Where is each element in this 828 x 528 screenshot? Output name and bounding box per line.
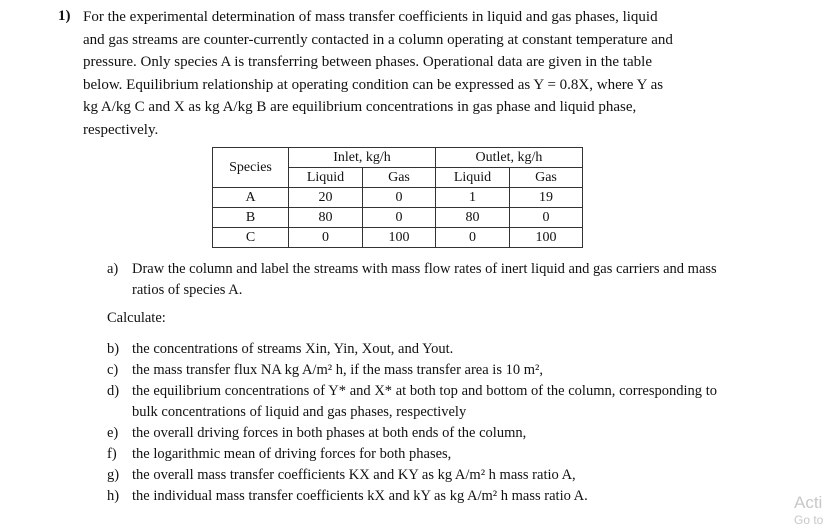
table-row bbox=[213, 228, 583, 248]
list-item bbox=[107, 444, 717, 465]
table-row bbox=[213, 188, 583, 208]
sub-header-outlet-gas: Gas bbox=[510, 168, 583, 188]
species-cell: A bbox=[213, 188, 289, 208]
part-label: d) bbox=[107, 383, 120, 399]
sub-header-inlet-gas: Gas bbox=[363, 168, 436, 188]
part-text: the overall driving forces in both phases at both ends of the column, bbox=[132, 425, 527, 441]
part-label: f) bbox=[107, 446, 117, 462]
species-cell: B bbox=[213, 208, 289, 228]
part-text: the overall mass transfer coefficients KX and KY as kg A/m² h mass ratio A, bbox=[132, 467, 576, 483]
calculation-list bbox=[107, 339, 717, 507]
part-label: g) bbox=[107, 467, 120, 483]
part-text: Draw the column and label the streams with mass flow rates of inert liquid and gas carriers and mass ratios of species A. bbox=[132, 261, 717, 298]
outlet-header: Outlet, kg/h bbox=[436, 148, 583, 168]
part-text: the individual mass transfer coefficients kX and kY as kg A/m² h mass ratio A. bbox=[132, 488, 588, 504]
list-item bbox=[107, 423, 717, 444]
table-cell: 1 bbox=[436, 188, 510, 208]
question-number: 1) bbox=[58, 8, 71, 24]
list-item bbox=[107, 486, 717, 507]
species-header: Species bbox=[213, 148, 289, 188]
table-cell: 0 bbox=[363, 208, 436, 228]
table-cell: 100 bbox=[510, 228, 583, 248]
table-cell: 0 bbox=[510, 208, 583, 228]
activation-watermark: Acti bbox=[794, 493, 823, 512]
part-text: the equilibrium concentrations of Y* and X* at both top and bottom of the column, corresponding to bulk concentrations of liquid and gas phases, respectively bbox=[132, 383, 717, 420]
intro-line: and gas streams are counter-currently contacted in a column operating at constant temperature and bbox=[83, 31, 673, 48]
operational-data-table bbox=[212, 147, 583, 248]
intro-line: For the experimental determination of mass transfer coefficients in liquid and gas phases, liquid bbox=[83, 9, 658, 25]
table-cell: 100 bbox=[363, 228, 436, 248]
table-cell: 0 bbox=[289, 228, 363, 248]
intro-line: kg A/kg C and X as kg A/kg B are equilibrium concentrations in gas phase and liquid phase, bbox=[83, 99, 637, 115]
table-cell: 80 bbox=[436, 208, 510, 228]
calculate-heading: Calculate: bbox=[107, 310, 166, 326]
list-item bbox=[107, 339, 717, 360]
list-item bbox=[107, 465, 717, 486]
part-label: b) bbox=[107, 341, 120, 357]
table-cell: 19 bbox=[510, 188, 583, 208]
species-cell: C bbox=[213, 228, 289, 248]
part-text: the concentrations of streams Xin, Yin, Xout, and Yout. bbox=[132, 341, 454, 357]
intro-line: pressure. Only species A is transferring between phases. Operational data are given in the table bbox=[83, 54, 652, 70]
table-cell: 20 bbox=[289, 188, 363, 208]
activation-watermark-sub: Go to bbox=[794, 513, 824, 527]
inlet-header: Inlet, kg/h bbox=[289, 148, 436, 168]
table-cell: 0 bbox=[363, 188, 436, 208]
part-text: the mass transfer flux NA kg A/m² h, if the mass transfer area is 10 m², bbox=[132, 362, 543, 378]
list-item bbox=[107, 381, 717, 423]
intro-line: below. Equilibrium relationship at operating condition can be expressed as Y = 0.8X, where Y as bbox=[83, 76, 664, 93]
table-row bbox=[213, 208, 583, 228]
part-label: c) bbox=[107, 362, 119, 378]
list-item bbox=[107, 360, 717, 381]
part-label: e) bbox=[107, 425, 119, 441]
part-a bbox=[107, 259, 717, 301]
part-text: the logarithmic mean of driving forces for both phases, bbox=[132, 446, 452, 462]
intro-line: respectively. bbox=[83, 121, 159, 138]
part-label: a) bbox=[107, 261, 119, 277]
sub-header-outlet-liquid: Liquid bbox=[436, 168, 510, 188]
sub-header-inlet-liquid: Liquid bbox=[289, 168, 363, 188]
table-cell: 0 bbox=[436, 228, 510, 248]
part-label: h) bbox=[107, 488, 120, 504]
question-intro bbox=[83, 6, 711, 141]
table-cell: 80 bbox=[289, 208, 363, 228]
